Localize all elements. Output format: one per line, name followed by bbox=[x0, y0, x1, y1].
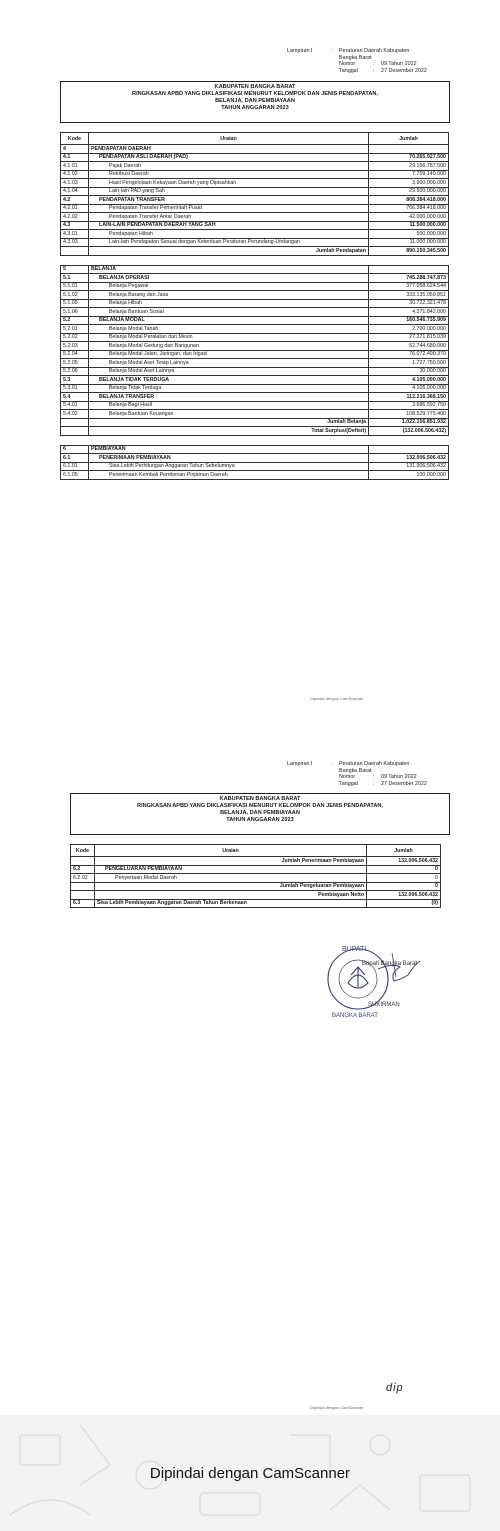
cell-kode: 6 bbox=[61, 445, 89, 454]
table-row bbox=[71, 857, 441, 866]
cell-kode: 4.2 bbox=[61, 196, 89, 205]
cell-uraian: BELANJA bbox=[89, 265, 369, 274]
cell-kode: 4.3.03 bbox=[61, 238, 89, 247]
cell-uraian: Sisa Lebih Pembiayaan Anggaran Daerah Tahun Berkenaan bbox=[95, 899, 367, 908]
nomor-value: 09 Tahun 2022 bbox=[381, 61, 417, 68]
scan-watermark-page2: Dipindai dengan CamScanner bbox=[310, 1405, 364, 1410]
cell-uraian: Pembiayaan Netto bbox=[95, 891, 367, 900]
table-row bbox=[61, 255, 449, 265]
cell-jumlah: 890.150.345.500 bbox=[369, 247, 449, 256]
cell-uraian: Pendapatan Hibah bbox=[89, 230, 369, 239]
cell-jumlah: (132.006.506.432) bbox=[369, 427, 449, 436]
cell-kode bbox=[71, 882, 95, 891]
cell-uraian: Pajak Daerah bbox=[89, 162, 369, 171]
cell-uraian: BELANJA MODAL bbox=[89, 316, 369, 325]
cell-kode: 5 bbox=[61, 265, 89, 274]
cell-uraian: Belanja Modal Peralatan dan Mesin bbox=[89, 333, 369, 342]
table-row bbox=[71, 899, 441, 908]
table-row bbox=[61, 196, 449, 205]
cell-kode: 4.1 bbox=[61, 153, 89, 162]
table-row bbox=[61, 247, 449, 256]
cell-uraian: LAIN-LAIN PENDAPATAN DAERAH YANG SAH bbox=[89, 221, 369, 230]
cell-kode: 4.1.04 bbox=[61, 187, 89, 196]
document-title-box-2: KABUPATEN BANGKA BARAT RINGKASAN APBD YANG DIKLASIFIKASI MENURUT KELOMPOK DAN JENIS PENDAPATAN, BELANJA, DAN PEMBIAYAAN TAHUN ANGGARAN 2023 bbox=[70, 793, 450, 835]
footer-camscanner-text: Dipindai dengan CamScanner bbox=[149, 1465, 351, 1482]
cell-kode: 6.3 bbox=[71, 899, 95, 908]
cell-jumlah: 100.000.000 bbox=[369, 471, 449, 480]
table-row bbox=[61, 410, 449, 419]
cell-kode: 5.3 bbox=[61, 376, 89, 385]
cell-uraian: PEMBIAYAAN bbox=[89, 445, 369, 454]
table-header-row-2: Kode Uraian Jumlah bbox=[71, 845, 441, 857]
cell-kode: 4.1.03 bbox=[61, 179, 89, 188]
cell-jumlah: 52.744.680.000 bbox=[369, 342, 449, 351]
cell-kode: 4.2.01 bbox=[61, 204, 89, 213]
cell-jumlah: 160.546.735.909 bbox=[369, 316, 449, 325]
document-page-1 bbox=[0, 0, 500, 720]
official-seal-signature bbox=[318, 935, 428, 1025]
cell-jumlah: (0) bbox=[367, 899, 441, 908]
cell-kode: 6.1.05 bbox=[61, 471, 89, 480]
table-row bbox=[61, 445, 449, 454]
table-row bbox=[61, 179, 449, 188]
table-row bbox=[61, 316, 449, 325]
cell-kode: 5.1.05 bbox=[61, 299, 89, 308]
title-line1: KABUPATEN BANGKA BARAT bbox=[214, 84, 296, 90]
cell-uraian: Belanja Hibah bbox=[89, 299, 369, 308]
cell-jumlah: 11.000.000.000 bbox=[369, 238, 449, 247]
table-row bbox=[71, 882, 441, 891]
cell-jumlah: 108.529.775.400 bbox=[369, 410, 449, 419]
header-uraian: Uraian bbox=[89, 133, 369, 145]
header-jumlah: Jumlah bbox=[369, 133, 449, 145]
regulation-line2: Bangka Barat bbox=[339, 54, 372, 61]
cell-jumlah: 132.006.506.432 bbox=[367, 891, 441, 900]
cell-uraian: BELANJA TRANSFER bbox=[89, 393, 369, 402]
tanggal-value: 27 Desember 2022 bbox=[381, 67, 427, 74]
cell-kode: 5.2 bbox=[61, 316, 89, 325]
cell-kode: 4.3.01 bbox=[61, 230, 89, 239]
cell-uraian: BELANJA TIDAK TERDUGA bbox=[89, 376, 369, 385]
cell-kode: 5.2.01 bbox=[61, 325, 89, 334]
cell-kode: 6.1 bbox=[61, 454, 89, 463]
table-row bbox=[61, 350, 449, 359]
seal-bottom-text: BANGKA BARAT bbox=[332, 1013, 378, 1019]
table-row bbox=[61, 401, 449, 410]
cell-jumlah: 1.727.750.500 bbox=[369, 359, 449, 368]
summary-table-page1 bbox=[60, 132, 449, 480]
cell-kode: 5.4 bbox=[61, 393, 89, 402]
cell-uraian: PENDAPATAN DAERAH bbox=[89, 145, 369, 154]
cell-jumlah: 4.105.000.000 bbox=[369, 376, 449, 385]
cell-uraian: Belanja Modal Tanah bbox=[89, 325, 369, 334]
cell-uraian: Belanja Bantuan Sosial bbox=[89, 308, 369, 317]
summary-table-page2 bbox=[70, 844, 441, 908]
scan-watermark-page1: Dipindai dengan CamScanner bbox=[310, 696, 364, 701]
lampiran-block: Lampiran I : Peraturan Daerah Kabupaten Bangka Barat Nomor : 09 Tahun 2022 Tanggal : 27 Desember 2022 bbox=[287, 48, 427, 74]
spacer-cell bbox=[369, 255, 449, 265]
title-line4: TAHUN ANGGARAN 2023 bbox=[221, 105, 289, 111]
cell-kode: 6.1.01 bbox=[61, 462, 89, 471]
cell-uraian: Retribusi Daerah bbox=[89, 170, 369, 179]
cell-uraian: PENDAPATAN ASLI DAERAH (PAD) bbox=[89, 153, 369, 162]
table-row bbox=[61, 384, 449, 393]
table-row bbox=[61, 342, 449, 351]
cell-uraian: Pendapatan Transfer Pemerintah Pusat bbox=[89, 204, 369, 213]
document-page-2 bbox=[0, 720, 500, 1415]
cell-kode: 4.1.02 bbox=[61, 170, 89, 179]
cell-jumlah: 377.058.624.544 bbox=[369, 282, 449, 291]
cell-kode: 5.2.06 bbox=[61, 367, 89, 376]
tanggal-label: Tanggal bbox=[339, 67, 358, 74]
cell-uraian: Jumlah Pendapatan bbox=[89, 247, 369, 256]
table-row bbox=[61, 427, 449, 436]
spacer-cell bbox=[61, 435, 89, 445]
cell-uraian: Belanja Modal Jalan, Jaringan, dan Irigasi bbox=[89, 350, 369, 359]
cell-kode bbox=[71, 857, 95, 866]
header-kode: Kode bbox=[61, 133, 89, 145]
table-row bbox=[61, 308, 449, 317]
cell-uraian: Belanja Bantuan Keuangan bbox=[89, 410, 369, 419]
table-row bbox=[61, 170, 449, 179]
camscanner-footer bbox=[0, 1415, 500, 1531]
table-row bbox=[61, 221, 449, 230]
table-row bbox=[71, 865, 441, 874]
cell-uraian: BELANJA OPERASI bbox=[89, 274, 369, 283]
cell-jumlah: 745.288.747.873 bbox=[369, 274, 449, 283]
cell-jumlah: 0 bbox=[367, 874, 441, 883]
table-row bbox=[61, 230, 449, 239]
lampiran-block-2: Lampiran I : Peraturan Daerah Kabupaten Bangka Barat Nomor : 09 Tahun 2022 Tanggal : 27 Desember 2022 bbox=[287, 761, 427, 787]
cell-jumlah: 3.900.000.000 bbox=[369, 179, 449, 188]
cell-uraian: Belanja Modal Aset Tetap Lainnya bbox=[89, 359, 369, 368]
table-row bbox=[61, 274, 449, 283]
cell-jumlah: 1.022.156.851.932 bbox=[369, 418, 449, 427]
table-row bbox=[61, 418, 449, 427]
table-row bbox=[61, 162, 449, 171]
cell-uraian: Total Surplus/(Defisit) bbox=[89, 427, 369, 436]
cell-jumlah bbox=[369, 445, 449, 454]
cell-kode: 5.1.02 bbox=[61, 291, 89, 300]
cell-jumlah: 11.500.000.000 bbox=[369, 221, 449, 230]
signatory-title: Bupati Bangka Barat bbox=[362, 961, 418, 967]
table-row bbox=[61, 238, 449, 247]
cell-jumlah: 27.271.815.039 bbox=[369, 333, 449, 342]
table-row bbox=[61, 462, 449, 471]
cell-kode: 5.2.04 bbox=[61, 350, 89, 359]
table-row bbox=[61, 454, 449, 463]
cell-uraian: Sisa Lebih Perhitungan Anggaran Tahun Sebelumnya bbox=[89, 462, 369, 471]
cell-kode: 6.2.02 bbox=[71, 874, 95, 883]
table-header-row bbox=[61, 133, 449, 145]
cell-kode: 5.4.01 bbox=[61, 401, 89, 410]
signatory-name: SUKIRMAN bbox=[368, 1002, 400, 1008]
cell-jumlah: 4.105.000.000 bbox=[369, 384, 449, 393]
table-row bbox=[61, 187, 449, 196]
table-row bbox=[61, 376, 449, 385]
cell-uraian: Belanja Bagi Hasil bbox=[89, 401, 369, 410]
cell-jumlah: 112.216.368.150 bbox=[369, 393, 449, 402]
cell-jumlah bbox=[369, 265, 449, 274]
table-row bbox=[61, 471, 449, 480]
cell-uraian: Belanja Pegawai bbox=[89, 282, 369, 291]
cell-uraian: Lain-lain Pendapatan Sesuai dengan Ketentuan Peraturan Perundang-Undangan bbox=[89, 238, 369, 247]
table-row bbox=[61, 299, 449, 308]
cell-uraian: Jumlah Penerimaan Pembiayaan bbox=[95, 857, 367, 866]
table-row bbox=[71, 874, 441, 883]
regulation-line1: Peraturan Daerah Kabupaten bbox=[339, 48, 410, 54]
cell-jumlah: 29.500.000.000 bbox=[369, 187, 449, 196]
cell-jumlah: 42.000.000.000 bbox=[369, 213, 449, 222]
spacer-cell bbox=[89, 255, 369, 265]
table-row bbox=[61, 325, 449, 334]
table-row bbox=[61, 359, 449, 368]
table-row bbox=[71, 891, 441, 900]
cell-jumlah: 7.709.140.000 bbox=[369, 170, 449, 179]
cell-jumlah: 30.000.000 bbox=[369, 367, 449, 376]
cell-jumlah: 70.265.927.500 bbox=[369, 153, 449, 162]
cell-uraian: PENGELUARAN PEMBIAYAAN bbox=[95, 865, 367, 874]
cell-jumlah: 808.384.418.000 bbox=[369, 196, 449, 205]
cell-kode: 5.1 bbox=[61, 274, 89, 283]
cell-kode: 5.2.05 bbox=[61, 359, 89, 368]
cell-kode bbox=[61, 247, 89, 256]
cell-uraian: Lain-lain PAD yang Sah bbox=[89, 187, 369, 196]
cell-uraian: Belanja Modal Gedung dan Bangunan bbox=[89, 342, 369, 351]
table-row bbox=[61, 291, 449, 300]
cell-kode bbox=[71, 891, 95, 900]
title-line3: BELANJA, DAN PEMBIAYAAN bbox=[215, 98, 295, 104]
document-title-box bbox=[60, 81, 450, 123]
cell-jumlah: 2.700.000.000 bbox=[369, 325, 449, 334]
cell-uraian: PENERIMAAN PEMBIAYAAN bbox=[89, 454, 369, 463]
cell-kode: 4.2.02 bbox=[61, 213, 89, 222]
cell-uraian: Belanja Tidak Terduga bbox=[89, 384, 369, 393]
seal-top-text: BUPATI bbox=[342, 946, 367, 953]
table-row bbox=[61, 153, 449, 162]
table-row bbox=[61, 265, 449, 274]
cell-kode: 4 bbox=[61, 145, 89, 154]
cell-jumlah: 4.371.842.000 bbox=[369, 308, 449, 317]
cell-jumlah: 132.006.506.432 bbox=[367, 857, 441, 866]
cell-kode: 5.3.01 bbox=[61, 384, 89, 393]
spacer-cell bbox=[61, 255, 89, 265]
cell-jumlah: 76.072.490.370 bbox=[369, 350, 449, 359]
table-row bbox=[61, 393, 449, 402]
cell-kode: 4.1.01 bbox=[61, 162, 89, 171]
initials-mark: dip bbox=[386, 1382, 404, 1394]
cell-uraian: Jumlah Belanja bbox=[89, 418, 369, 427]
cell-uraian: PENDAPATAN TRANSFER bbox=[89, 196, 369, 205]
cell-jumlah bbox=[369, 145, 449, 154]
cell-jumlah: 500.000.000 bbox=[369, 230, 449, 239]
cell-jumlah: 766.384.418.000 bbox=[369, 204, 449, 213]
table-row bbox=[61, 204, 449, 213]
cell-jumlah: 3.686.592.750 bbox=[369, 401, 449, 410]
cell-uraian: Belanja Modal Aset Lainnya bbox=[89, 367, 369, 376]
cell-kode: 5.4.02 bbox=[61, 410, 89, 419]
cell-kode: 5.2.02 bbox=[61, 333, 89, 342]
cell-uraian: Penyertaan Modal Daerah bbox=[95, 874, 367, 883]
cell-kode bbox=[61, 427, 89, 436]
table-row bbox=[61, 213, 449, 222]
cell-jumlah: 132.006.506.432 bbox=[369, 454, 449, 463]
table-row bbox=[61, 333, 449, 342]
spacer-cell bbox=[369, 435, 449, 445]
spacer-cell bbox=[89, 435, 369, 445]
cell-uraian: Pendapatan Transfer Antar Daerah bbox=[89, 213, 369, 222]
table-row bbox=[61, 282, 449, 291]
table-row bbox=[61, 435, 449, 445]
cell-kode: 5.2.03 bbox=[61, 342, 89, 351]
cell-kode: 5.1.01 bbox=[61, 282, 89, 291]
cell-uraian: Penerimaan Kembali Pemberian Pinjaman Daerah bbox=[89, 471, 369, 480]
cell-kode bbox=[61, 418, 89, 427]
table-row bbox=[61, 367, 449, 376]
cell-jumlah: 0 bbox=[367, 882, 441, 891]
cell-jumlah: 333.135.959.851 bbox=[369, 291, 449, 300]
cell-jumlah: 29.156.787.500 bbox=[369, 162, 449, 171]
cell-jumlah: 0 bbox=[367, 865, 441, 874]
cell-jumlah: 131.906.506.432 bbox=[369, 462, 449, 471]
cell-kode: 5.1.06 bbox=[61, 308, 89, 317]
cell-kode: 6.2 bbox=[71, 865, 95, 874]
cell-jumlah: 30.722.321.478 bbox=[369, 299, 449, 308]
cell-kode: 4.3 bbox=[61, 221, 89, 230]
cell-uraian: Jumlah Pengeluaran Pembiayaan bbox=[95, 882, 367, 891]
cell-uraian: Hasil Pengelolaan Kekayaan Daerah yang Dipisahkan bbox=[89, 179, 369, 188]
cell-uraian: Belanja Barang dan Jasa bbox=[89, 291, 369, 300]
table-row bbox=[61, 145, 449, 154]
nomor-label: Nomor bbox=[339, 61, 356, 68]
title-line2: RINGKASAN APBD YANG DIKLASIFIKASI MENURUT KELOMPOK DAN JENIS PENDAPATAN, bbox=[132, 91, 378, 97]
lampiran-label: Lampiran I bbox=[287, 48, 313, 54]
